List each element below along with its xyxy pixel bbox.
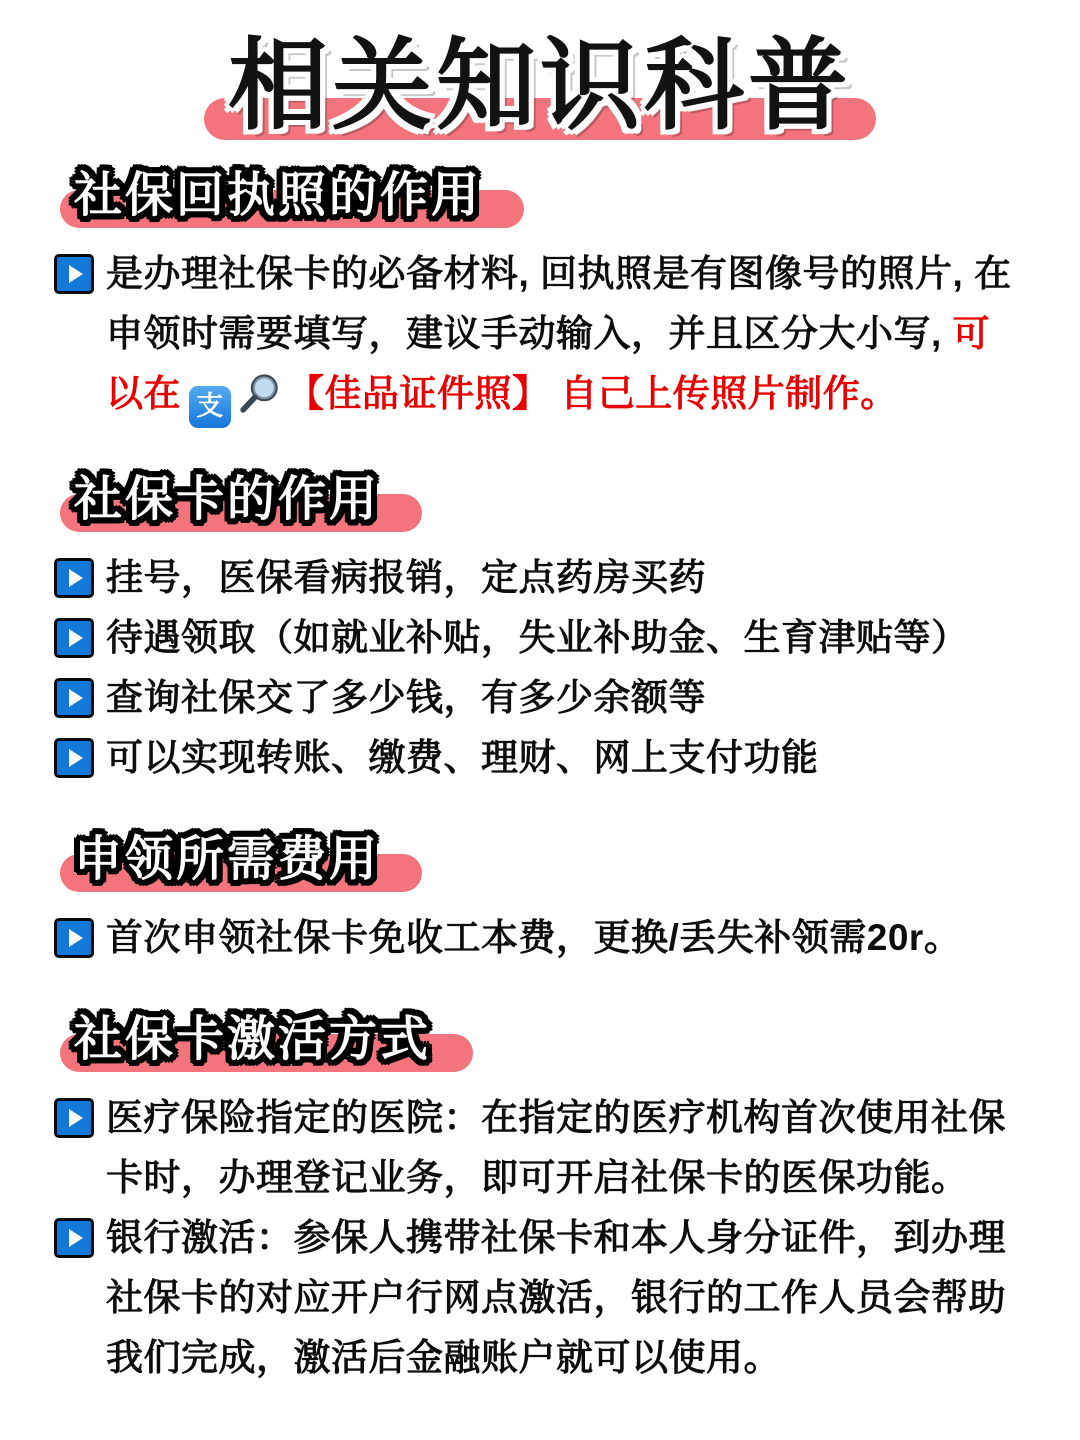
text-black-lead: 是办理社保卡的必备材料, 回执照是有图像号的照片, 在申领时需要填写，建议手动输入，并且区分大小写, <box>106 253 1012 354</box>
text-red-lead: 可以在 <box>106 313 991 414</box>
play-bullet-icon <box>54 678 94 718</box>
heading-text: 申领所需费用 <box>74 832 381 886</box>
section-heading <box>60 166 496 226</box>
section-card-purpose <box>54 470 1026 788</box>
play-bullet-icon <box>54 918 94 958</box>
page-title <box>54 30 1026 142</box>
play-triangle <box>69 1109 83 1127</box>
item-text: 挂号，医保看病报销，定点药房买药 <box>106 556 706 598</box>
item-text: 首次申领社保卡免收工本费，更换/丢失补领需20r。 <box>106 916 962 958</box>
item-text: 查询社保交了多少钱，有多少余额等 <box>106 676 706 718</box>
list-item <box>54 608 1026 668</box>
section-activation-methods <box>54 1010 1026 1388</box>
play-bullet-icon <box>54 1098 94 1138</box>
play-bullet-icon <box>54 738 94 778</box>
list-item <box>54 908 1026 968</box>
section-application-fee <box>54 830 1026 968</box>
page-title-inner <box>218 30 862 142</box>
play-triangle <box>69 1229 83 1247</box>
list-item <box>54 244 1026 428</box>
play-triangle <box>69 689 83 707</box>
item-text: 待遇领取（如就业补贴，失业补助金、生育津贴等） <box>106 616 969 658</box>
section-heading <box>60 1010 445 1070</box>
list-item <box>54 728 1026 788</box>
item-text: 可以实现转账、缴费、理财、网上支付功能 <box>106 736 819 778</box>
play-triangle <box>69 569 83 587</box>
alipay-icon: 支 <box>189 386 231 428</box>
page-title-text: 相关知识科普 <box>228 30 852 142</box>
play-triangle <box>69 265 83 283</box>
section-heading <box>60 470 394 530</box>
heading-text: 社保卡激活方式 <box>74 1012 432 1066</box>
item-text <box>106 244 1026 428</box>
play-triangle <box>69 749 83 767</box>
play-triangle <box>69 629 83 647</box>
search-icon <box>237 372 281 416</box>
list-item <box>54 1088 1026 1208</box>
section-receipt-photo-purpose <box>54 166 1026 428</box>
play-bullet-icon <box>54 558 94 598</box>
heading-text: 社保卡的作用 <box>74 472 381 526</box>
play-bullet-icon <box>54 618 94 658</box>
section-heading <box>60 830 394 890</box>
heading-text: 社保回执照的作用 <box>74 169 483 222</box>
play-triangle <box>69 929 83 947</box>
item-text: 银行激活：参保人携带社保卡和本人身分证件，到办理社保卡的对应开户行网点激活，银行的工作人员会帮助我们完成，激活后金融账户就可以使用。 <box>106 1216 1006 1378</box>
item-text: 医疗保险指定的医院：在指定的医疗机构首次使用社保卡时，办理登记业务，即可开启社保卡的医保功能。 <box>106 1096 1006 1198</box>
text-red-tail: 【佳品证件照】 自己上传照片制作。 <box>287 373 898 414</box>
play-bullet-icon <box>54 1218 94 1258</box>
play-bullet-icon <box>54 254 94 294</box>
list-item <box>54 668 1026 728</box>
list-item <box>54 1208 1026 1388</box>
list-item <box>54 548 1026 608</box>
